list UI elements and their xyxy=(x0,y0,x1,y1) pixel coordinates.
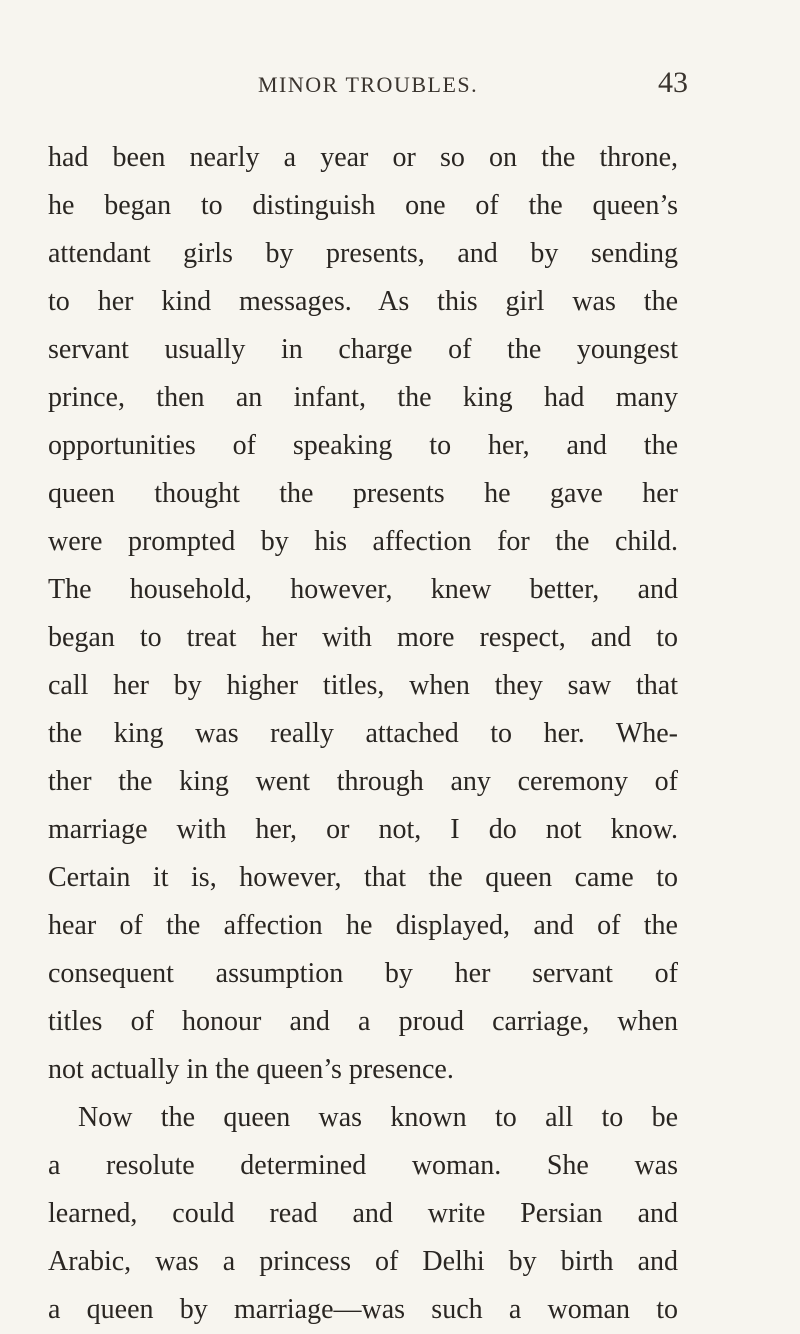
text-line: titles of honour and a proud carriage, when xyxy=(48,1006,678,1037)
running-head xyxy=(0,66,800,106)
text-line: hear of the affection he displayed, and of the xyxy=(48,910,678,941)
text-line: learned, could read and write Persian and xyxy=(48,1198,678,1229)
text-line: The household, however, knew better, and xyxy=(48,574,678,605)
text-line: had been nearly a year or so on the throne, xyxy=(48,142,678,173)
text-line: not actually in the queen’s presence. xyxy=(48,1054,454,1085)
text-line: began to treat her with more respect, and to xyxy=(48,622,678,653)
running-title: MINOR TROUBLES. xyxy=(258,72,479,97)
text-line: call her by higher titles, when they saw that xyxy=(48,670,678,701)
text-line: Arabic, was a princess of Delhi by birth and xyxy=(48,1246,678,1277)
text-line: opportunities of speaking to her, and the xyxy=(48,430,678,461)
text-line: Certain it is, however, that the queen came to xyxy=(48,862,678,893)
text-line: queen thought the presents he gave her xyxy=(48,478,678,509)
text-line: prince, then an infant, the king had many xyxy=(48,382,678,413)
text-line: marriage with her, or not, I do not know. xyxy=(48,814,678,845)
body-text xyxy=(48,134,678,1334)
text-line: he began to distinguish one of the queen’s xyxy=(48,190,678,221)
text-line: were prompted by his affection for the child. xyxy=(48,526,678,557)
page-number: 43 xyxy=(658,66,688,99)
text-line: the king was really attached to her. Whe- xyxy=(48,718,678,749)
text-line: attendant girls by presents, and by sending xyxy=(48,238,678,269)
text-line: servant usually in charge of the youngest xyxy=(48,334,678,365)
text-line: a resolute determined woman. She was xyxy=(48,1150,678,1181)
text-line: to her kind messages. As this girl was the xyxy=(48,286,678,317)
text-line: consequent assumption by her servant of xyxy=(48,958,678,989)
text-line: a queen by marriage—was such a woman to xyxy=(48,1294,678,1325)
text-line: Now the queen was known to all to be xyxy=(78,1102,678,1133)
text-line: ther the king went through any ceremony of xyxy=(48,766,678,797)
